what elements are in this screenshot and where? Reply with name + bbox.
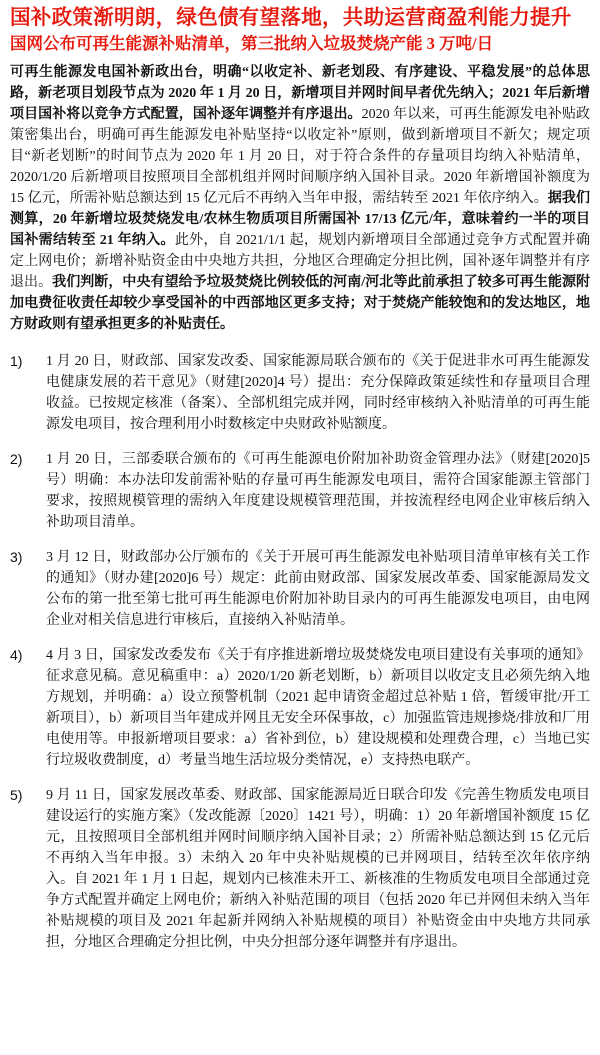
policy-item-1-number: 1)	[10, 352, 23, 369]
policy-item-1	[10, 351, 590, 435]
policy-item-5-text: 9 月 11 日，国家发展改革委、财政部、国家能源局近日联合印发《完善生物质发电项目建设运行的实施方案》（发改能源〔2020〕1421 号），明确：1）20 年新增国补额度 15 亿元，且按照项目全部机组并网时间顺序纳入国补目录；2）所需补贴总额达到 15 亿元后不再纳入当年申报。3）未纳入 20 年中央补贴规模的已并网项目，结转至次年依序纳入。自 2021 年 1 月 1 日起，规划内已核准未开工、新核准的生物质发电项目全部通过竞争方式配置并确定上网电价；新纳入补贴范围的项目（包括 2020 年已并网但未纳入当年补贴规模的项目及 2021 年起新并网纳入补贴规模的项目）补贴资金由中央地方共同承担，分地区合理确定分担比例，中央分担部分逐年调整并有序退出。	[46, 787, 590, 950]
policy-item-3-number: 3)	[10, 548, 23, 565]
report-subtitle: 国网公布可再生能源补贴清单，第三批纳入垃圾焚烧产能 3 万吨/日	[10, 34, 494, 53]
summary-paragraph	[10, 62, 590, 335]
policy-item-3-text: 3 月 12 日，财政部办公厅颁布的《关于开展可再生能源发电补贴项目清单审核有关工作的通知》（财办建[2020]6 号）规定：此前由财政部、国家发展改革委、国家能源局发文公布的第一批至第七批可再生能源电价附加补助目录内的可再生能源发电项目，由电网企业对相关信息进行审核后，直接纳入补贴清单。	[46, 549, 590, 628]
policy-item-5-number: 5)	[10, 786, 23, 803]
summary-text-run: 据我们测算，20 年新增垃圾焚烧发电/农林生物质项目所需国补 17/13 亿元/年，意味着约一半的项目国补需结转至 21 年纳入。	[10, 190, 590, 248]
policy-item-4-number: 4)	[10, 646, 23, 663]
summary-text-run: 我们判断，中央有望给予垃圾焚烧比例较低的河南/河北等此前承担了较多可再生能源附加电费征收责任却较少享受国补的中西部地区更多支持；对于焚烧产能较饱和的发达地区，地方财政则有望承担更多的补贴责任。	[10, 274, 590, 332]
policy-item-5	[10, 785, 590, 953]
policy-item-1-text: 1 月 20 日，财政部、国家发改委、国家能源局联合颁布的《关于促进非水可再生能源发电健康发展的若干意见》（财建[2020]4 号）提出：充分保障政策延续性和存量项目合理收益。已按规定核准（备案）、全部机组完成并网，同时经审核纳入补贴清单的可再生能源发电项目，按合理利用小时数核定中央财政补贴额度。	[46, 353, 590, 432]
policy-item-4	[10, 645, 590, 771]
policy-item-2-text: 1 月 20 日，三部委联合颁布的《可再生能源电价附加补助资金管理办法》（财建[2020]5 号）明确：本办法印发前需补贴的存量可再生能源发电项目，需符合国家能源主管部门要求，按照规模管理的需纳入年度建设规模管理范围，并按流程经电网企业审核后纳入补助项目清单。	[46, 451, 590, 530]
policy-item-3	[10, 547, 590, 631]
summary-text-run: 此外，自 2021/1/1 起，规划内新增项目全部通过竞争方式配置并确定上网电价；新增补贴资金由中央地方共担，分地区合理确定分担比例，国补逐年调整并有序退出。	[10, 232, 590, 290]
report-title: 国补政策渐明朗，绿色债有望落地，共助运营商盈利能力提升	[10, 7, 572, 29]
summary-text-run: 可再生能源发电国补新政出台，明确“以收定补、新老划段、有序建设、平稳发展”的总体思路，新老项目划段节点为 2020 年 1 月 20 日，新增项目并网时间早者优先纳入；2021 年后新增项目国补将以竞争方式配置，国补逐年调整并有序退出。	[10, 64, 590, 122]
policy-item-4-text: 4 月 3 日，国家发改委发布《关于有序推进新增垃圾焚烧发电项目建设有关事项的通知》征求意见稿。意见稿重申：a）2020/1/20 新老划断，b）新项目以收定支且必须先纳入地方规划，并明确：a）设立预警机制（2021 起申请资金超过总补贴 1 倍，暂缓审批/开工新项目），b）新项目当年建成并网且无安全环保事故，c）加强监管违规掺烧/排放和厂用电使用等。申报新增项目要求：a）省补到位，b）建设规模和处理费合理，c）当地已实行垃圾收费制度，d）考量当地生活垃圾分类情况，e）支持热电联产。	[46, 647, 590, 768]
policy-list	[10, 351, 590, 953]
policy-item-2-number: 2)	[10, 450, 23, 467]
summary-text-run: 2020 年以来，可再生能源发电补贴政策密集出台，明确可再生能源发电补贴坚持“以收定补”原则，做到新增项目不新欠；规定项目“新老划断”的时间节点为 2020 年 1 月 20 日，对于符合条件的存量项目均纳入补贴清单，2020/1/20 后新增项目按照项目全部机组并网时间顺序纳入国补目录。2020 年新增国补额度为 15 亿元，所需补贴总额达到 15 亿元后不再纳入当年申报，需结转至 2021 年依序纳入。	[10, 106, 591, 206]
policy-item-2	[10, 449, 590, 533]
